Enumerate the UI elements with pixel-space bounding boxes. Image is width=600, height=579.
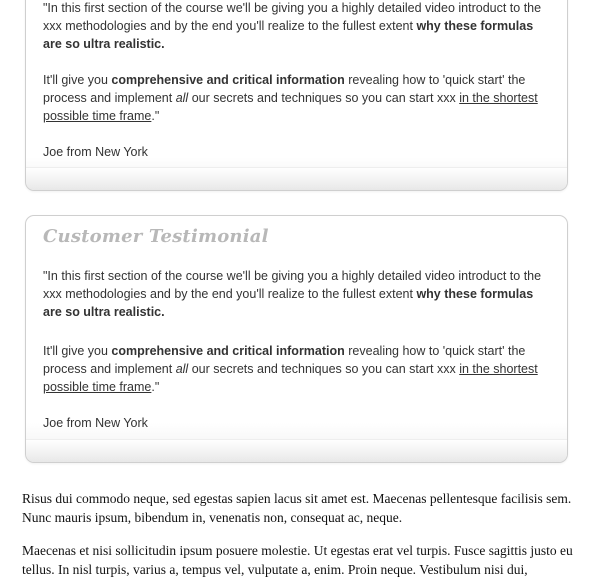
quote-bold-text: comprehensive and critical information <box>111 344 345 358</box>
quote-underlined-text: in the shortest possible time frame <box>43 91 538 123</box>
testimonial-quote-paragraph <box>43 342 543 396</box>
quote-bold-text: why these formulas are so ultra realistic. <box>43 19 534 51</box>
quote-text: our secrets and techniques so you can start xxx <box>188 362 460 376</box>
testimonial-quote-paragraph <box>43 0 543 53</box>
quote-text: our secrets and techniques so you can start xxx <box>188 91 460 105</box>
quote-italic-text: all <box>175 362 189 376</box>
testimonial-box-footer <box>26 439 567 462</box>
testimonial-box <box>25 215 568 463</box>
testimonial-box <box>25 0 568 191</box>
quote-text: "In this first section of the course we'll be giving you a highly detailed video introduct to the xxx methodologies and by the end you'll realize to the fullest extent <box>43 1 542 33</box>
body-paragraph <box>22 541 582 579</box>
body-paragraph-text: Maecenas et nisi sollicitudin ipsum posuere molestie. Ut egestas erat vel turpis. Fusce sagittis justo eu tellus. In nisl turpis, varius a, tempus vel, vulputate a, enim. Proin neque. Vestibulum nisi dui, <box>22 543 573 577</box>
quote-bold-text: why these formulas are so ultra realistic. <box>43 287 534 319</box>
testimonial-author: Joe from New York <box>43 416 148 430</box>
quote-text: ." <box>151 380 160 394</box>
quote-italic-text: all <box>175 91 189 105</box>
quote-text: It'll give you <box>43 73 112 87</box>
quote-text: revealing how to 'quick start' the process and implement <box>43 73 526 105</box>
quote-bold-text: comprehensive and critical information <box>111 73 345 87</box>
body-paragraph <box>22 489 582 527</box>
quote-text: ." <box>151 109 160 123</box>
quote-text: revealing how to 'quick start' the process and implement <box>43 344 526 376</box>
testimonial-box-footer <box>26 167 567 190</box>
testimonial-quote-paragraph <box>43 267 543 321</box>
testimonial-title: Customer Testimonial <box>43 226 269 247</box>
quote-text: It'll give you <box>43 344 112 358</box>
testimonial-quote-paragraph <box>43 71 543 125</box>
quote-underlined-text: in the shortest possible time frame <box>43 362 538 394</box>
body-paragraph-text: Risus dui commodo neque, sed egestas sapien lacus sit amet est. Maecenas pellentesque facilisis sem. Nunc mauris ipsum, bibendum in, venenatis non, consequat ac, neque. <box>22 491 572 525</box>
quote-text: "In this first section of the course we'll be giving you a highly detailed video introduct to the xxx methodologies and by the end you'll realize to the fullest extent <box>43 269 542 301</box>
testimonial-author: Joe from New York <box>43 145 148 159</box>
